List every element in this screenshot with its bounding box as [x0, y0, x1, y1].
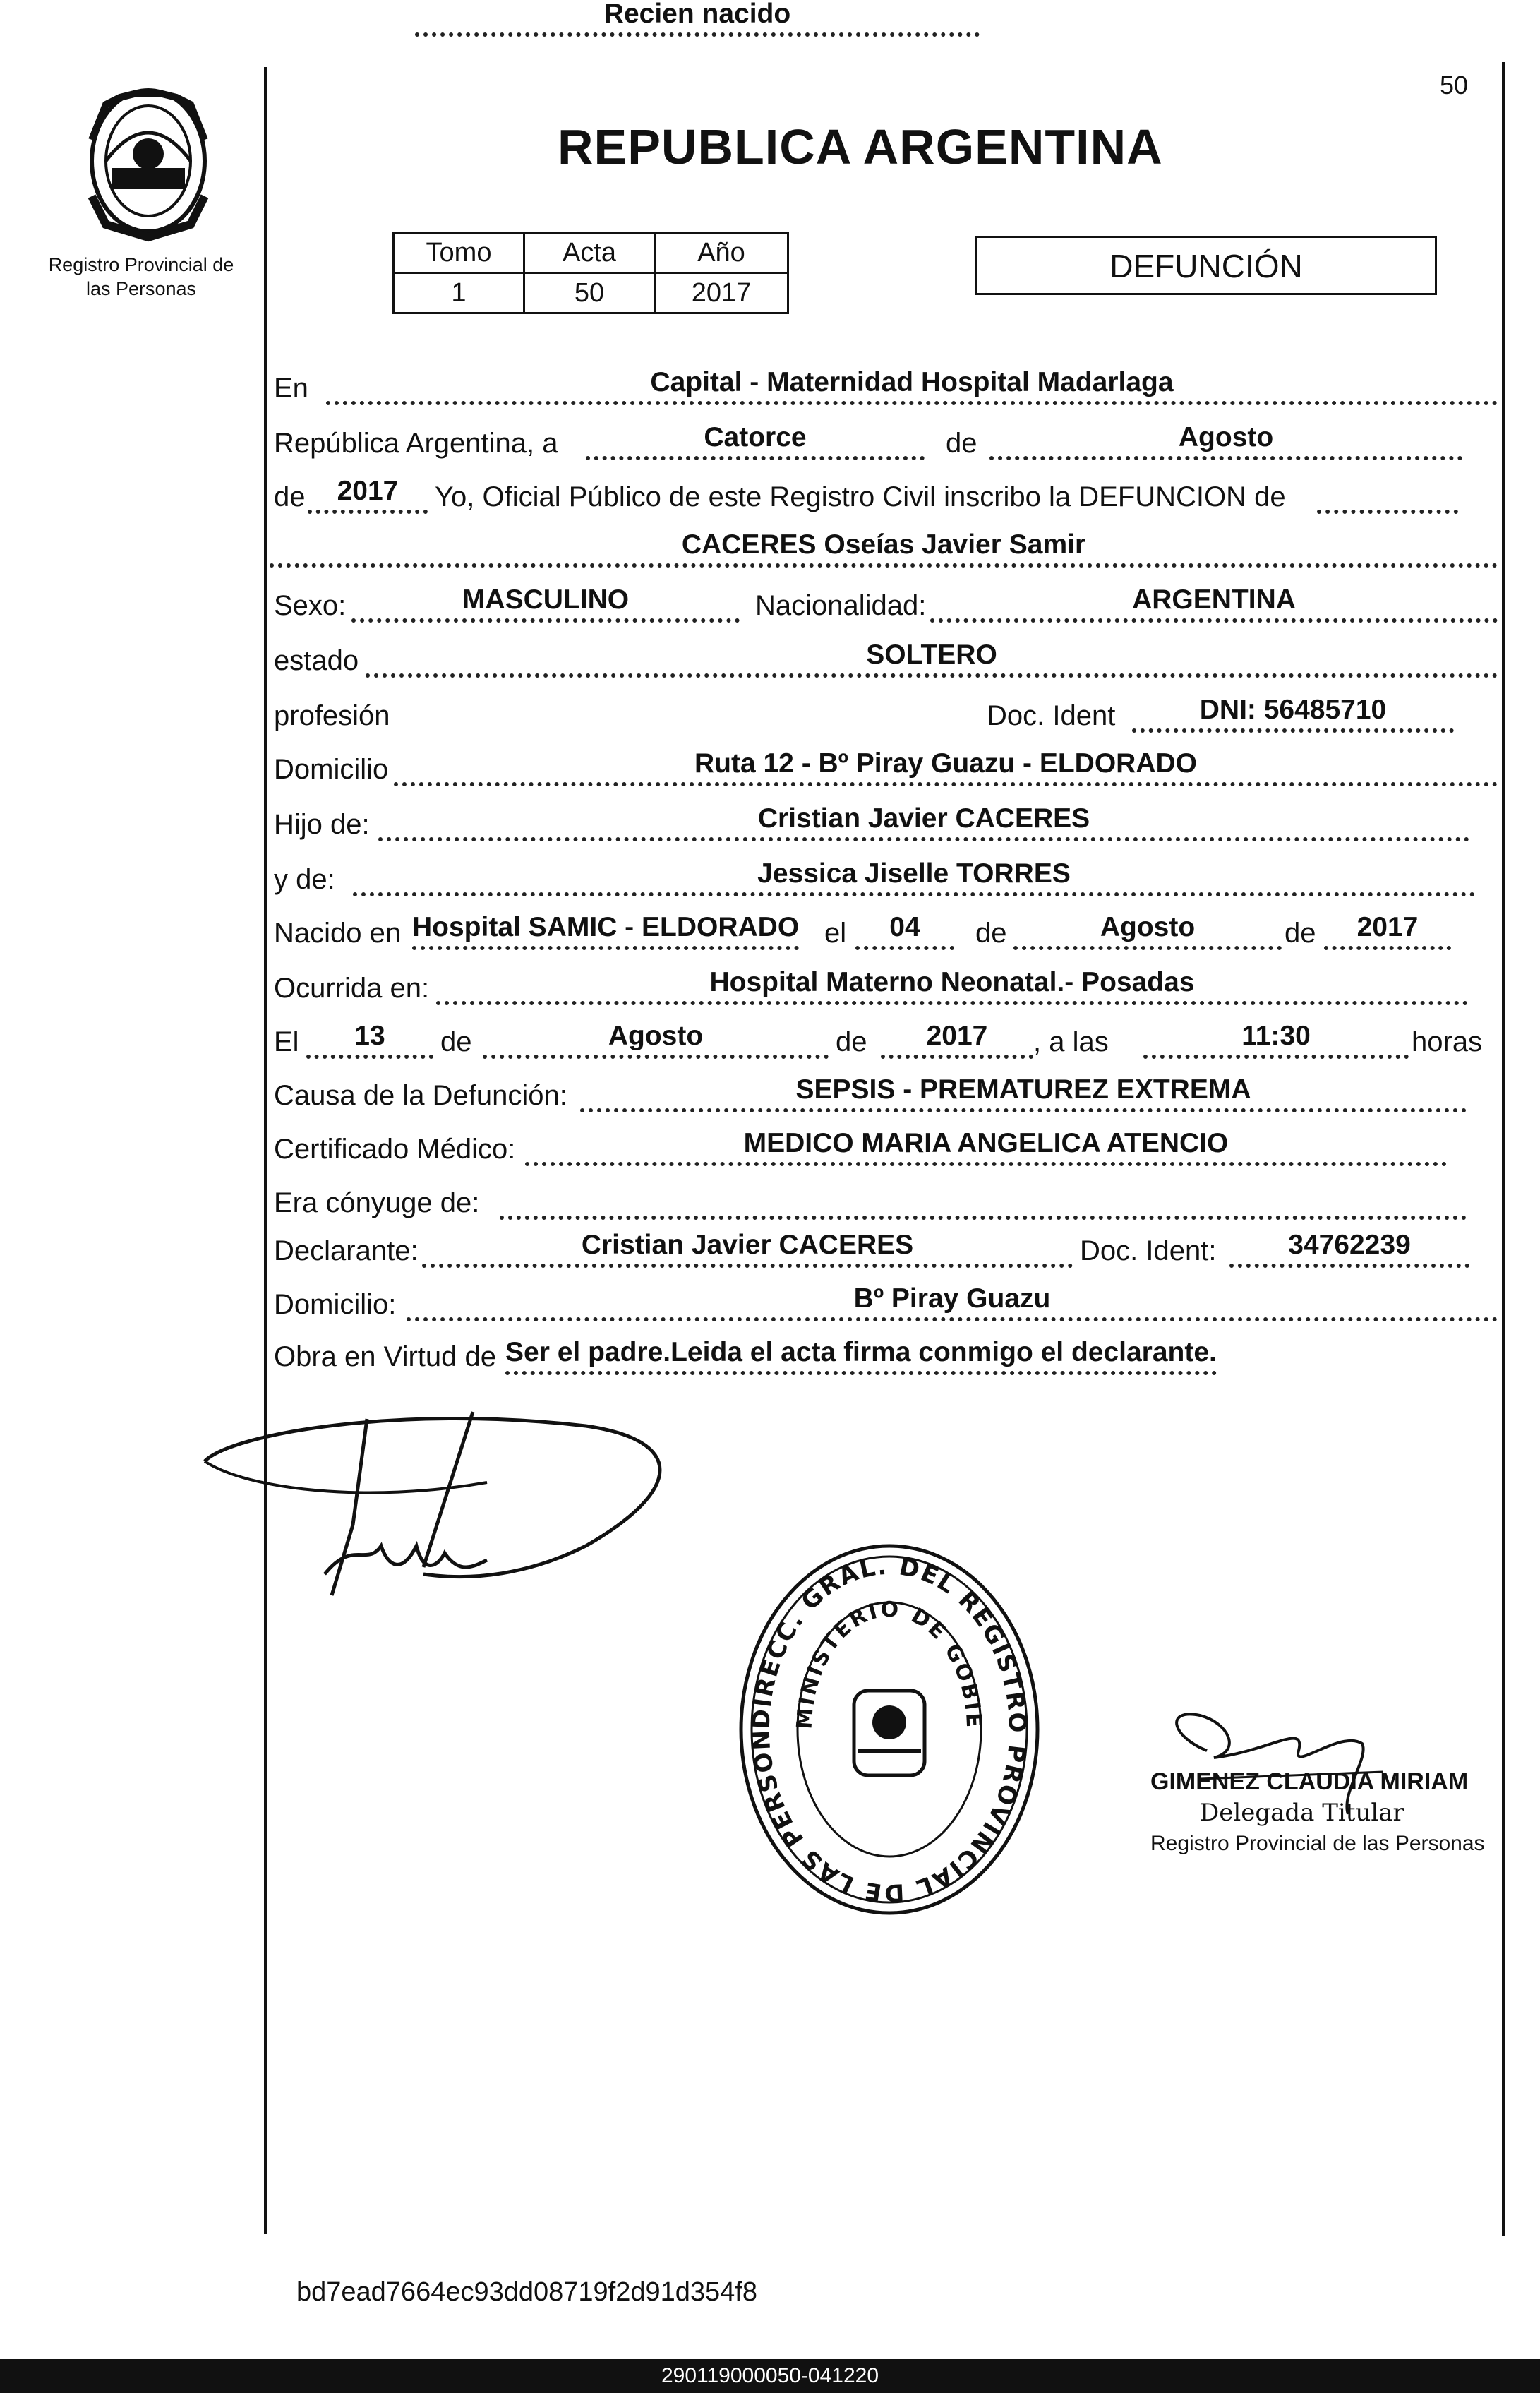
declarante-doc-label: Doc. Ident:: [1080, 1235, 1217, 1266]
declarante-label: Declarante:: [274, 1235, 419, 1266]
en-label: En: [274, 373, 308, 404]
hijo-label: Hijo de:: [274, 809, 370, 840]
declarante-value: Cristian Javier CACERES: [422, 1231, 1073, 1268]
de-label-6: de: [836, 1026, 867, 1057]
de-label-3: de: [975, 918, 1007, 949]
deceased-name: CACERES Oseías Javier Samir: [270, 531, 1498, 568]
acta-header: Acta: [524, 233, 655, 273]
oficial-text: Yo, Oficial Público de este Registro Civil inscribo la DEFUNCION de: [435, 481, 1286, 512]
registry-caption: [28, 253, 254, 301]
document-hash: bd7ead7664ec93dd08719f2d91d354f8: [296, 2277, 757, 2307]
day-value: Catorce: [586, 424, 925, 460]
estado-label: estado: [274, 645, 359, 676]
conyuge-label: Era cónyuge de:: [274, 1187, 480, 1218]
month-value: Agosto: [989, 424, 1462, 460]
certificado-value: MEDICO MARIA ANGELICA ATENCIO: [525, 1129, 1447, 1166]
yde-value: Jessica Jiselle TORRES: [353, 860, 1475, 896]
causa-value: SEPSIS - PREMATUREZ EXTREMA: [580, 1076, 1467, 1112]
obra-value: Ser el padre.Leida el acta firma conmigo el declarante.: [505, 1338, 1217, 1375]
nacido-label: Nacido en: [274, 918, 402, 949]
obra-label: Obra en Virtud de: [274, 1341, 497, 1372]
province-logo: [78, 76, 219, 246]
de-label-2: de: [274, 481, 306, 512]
sexo-label: Sexo:: [274, 590, 347, 621]
document-title: REPUBLICA ARGENTINA: [558, 119, 1163, 174]
record-table: [392, 232, 789, 314]
el-label: El: [274, 1026, 299, 1057]
nacionalidad-value: ARGENTINA: [930, 586, 1498, 623]
anio-value: 2017: [655, 273, 788, 313]
domicilio-label: Domicilio: [274, 754, 389, 785]
declarant-signature: [191, 1405, 699, 1617]
official-org: Registro Provincial de las Personas: [1150, 1832, 1485, 1855]
nacido-value: Hospital SAMIC - ELDORADO: [412, 913, 799, 950]
death-year: 2017: [881, 1022, 1033, 1059]
birth-year: 2017: [1324, 913, 1451, 950]
horas-label: horas: [1412, 1026, 1483, 1057]
profesion-value: Recien nacido: [415, 0, 980, 37]
declarante-doc-value: 34762239: [1229, 1231, 1469, 1268]
acta-value: 50: [524, 273, 655, 313]
nacionalidad-label: Nacionalidad:: [755, 590, 927, 621]
official-role: Delegada Titular: [1200, 1799, 1404, 1827]
de-label-4: de: [1285, 918, 1316, 949]
ocurrida-value: Hospital Materno Neonatal.- Posadas: [436, 968, 1468, 1005]
republica-label: República Argentina, a: [274, 428, 558, 459]
tomo-value: 1: [394, 273, 524, 313]
death-day: 13: [306, 1022, 433, 1059]
official-name: GIMENEZ CLAUDIA MIRIAM: [1150, 1768, 1469, 1795]
page-number: 50: [1440, 71, 1469, 100]
de-label-1: de: [946, 428, 977, 459]
registry-line-1: Registro Provincial de: [48, 254, 234, 275]
official-seal: [734, 1539, 1045, 1920]
oficial-continuation: [1317, 477, 1458, 514]
causa-label: Causa de la Defunción:: [274, 1080, 567, 1111]
conyuge-value: [500, 1183, 1467, 1220]
registry-line-2: las Personas: [85, 278, 197, 299]
seal-inner-text: MINISTERIO DE GOBIE: [792, 1597, 987, 1730]
tomo-header: Tomo: [394, 233, 524, 273]
domicilio2-label: Domicilio:: [274, 1289, 397, 1320]
certificado-label: Certificado Médico:: [274, 1134, 516, 1165]
estado-value: SOLTERO: [366, 641, 1498, 678]
birth-day: 04: [855, 913, 954, 950]
ocurrida-label: Ocurrida en:: [274, 973, 430, 1004]
right-margin-line: [1502, 62, 1505, 2236]
seal-outer-text: DIRECC. GRAL. DEL REGISTRO PROVINCIAL DE LAS PERSON: [747, 1552, 1032, 1907]
domicilio-value: Ruta 12 - Bº Piray Guazu - ELDORADO: [394, 750, 1498, 786]
de-label-5: de: [440, 1026, 472, 1057]
sexo-value: MASCULINO: [351, 586, 740, 623]
en-value: Capital - Maternidad Hospital Madarlaga: [326, 368, 1498, 405]
year-value: 2017: [308, 477, 428, 514]
yde-label: y de:: [274, 864, 335, 895]
anio-header: Año: [655, 233, 788, 273]
doc-ident-label: Doc. Ident: [987, 700, 1116, 731]
death-month: Agosto: [483, 1022, 829, 1059]
left-margin-line: [264, 67, 267, 2234]
document-type-box: DEFUNCIÓN: [975, 236, 1437, 295]
birth-month: Agosto: [1013, 913, 1282, 950]
hijo-value: Cristian Javier CACERES: [378, 805, 1469, 841]
profesion-label: profesión: [274, 700, 390, 731]
alas-label: , a las: [1033, 1026, 1109, 1057]
death-time: 11:30: [1143, 1022, 1409, 1059]
domicilio2-value: Bº Piray Guazu: [407, 1285, 1498, 1321]
doc-ident-value: DNI: 56485710: [1132, 696, 1454, 733]
el-label-lower: el: [824, 918, 847, 949]
footer-code-bar: 290119000050-041220: [0, 2359, 1540, 2393]
